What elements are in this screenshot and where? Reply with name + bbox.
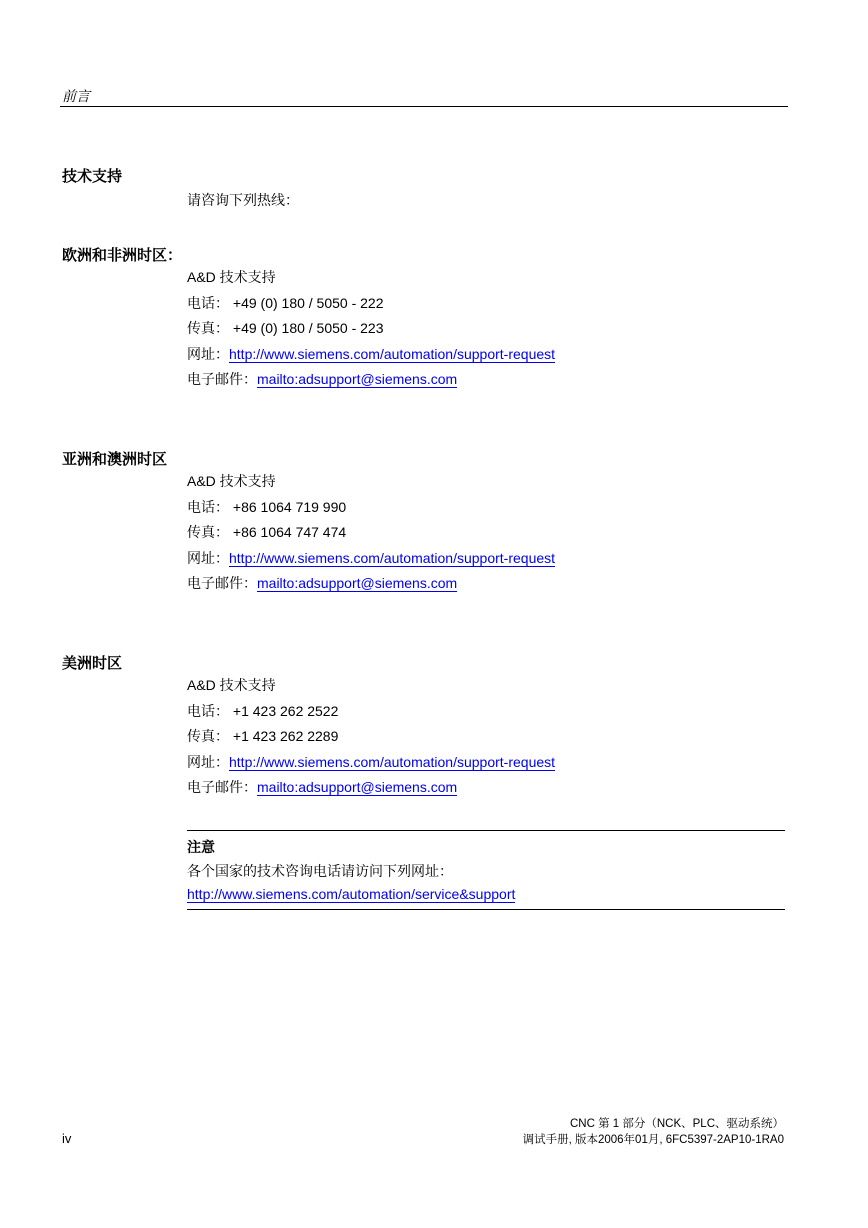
- phone-line: [187, 497, 555, 523]
- header-rule: [60, 106, 788, 107]
- footer-line-1: CNC 第 1 部分（NCK、PLC、驱动系统）: [569, 1118, 784, 1130]
- fax-value: +86 1064 747 474: [232, 524, 347, 540]
- web-link[interactable]: http://www.siemens.com/automation/support-request: [229, 549, 556, 566]
- email-label: 电子邮件：: [187, 575, 257, 591]
- phone-value: +1 423 262 2522: [232, 702, 339, 719]
- fax-value: +1 423 262 2289: [232, 728, 339, 744]
- fax-label: 传真：: [187, 320, 229, 336]
- region-heading-europe-africa: 欧洲和非洲时区：: [62, 247, 183, 264]
- note-link-line: [187, 886, 515, 902]
- web-link[interactable]: http://www.siemens.com/automation/support-request: [229, 753, 556, 770]
- fax-line: [187, 726, 555, 752]
- region-block-americas: [187, 675, 555, 803]
- phone-line: [187, 701, 555, 727]
- phone-value: +86 1064 719 990: [232, 498, 347, 515]
- fax-value: +49 (0) 180 / 5050 - 223: [232, 320, 384, 336]
- header-title: 前言: [62, 88, 90, 104]
- footer-info: [523, 1116, 784, 1148]
- org-name: A&D 技术支持: [187, 269, 276, 285]
- email-link[interactable]: mailto:adsupport@siemens.com: [257, 575, 458, 591]
- phone-value: +49 (0) 180 / 5050 - 222: [232, 294, 384, 311]
- phone-label: 电话：: [187, 498, 229, 515]
- phone-line: [187, 293, 555, 319]
- web-label: 网址：: [187, 549, 229, 566]
- fax-line: [187, 522, 555, 548]
- note-text: 各个国家的技术咨询电话请访问下列网址：: [187, 863, 453, 879]
- note-title: 注意: [187, 839, 215, 855]
- web-label: 网址：: [187, 345, 229, 362]
- region-heading-americas: 美洲时区: [62, 655, 123, 672]
- fax-label: 传真：: [187, 524, 229, 540]
- region-block-europe-africa: [187, 267, 555, 395]
- email-link[interactable]: mailto:adsupport@siemens.com: [257, 371, 458, 387]
- phone-label: 电话：: [187, 294, 229, 311]
- support-intro: 请咨询下列热线：: [187, 192, 299, 208]
- service-support-link[interactable]: http://www.siemens.com/automation/service&support: [187, 886, 516, 902]
- email-label: 电子邮件：: [187, 779, 257, 795]
- email-label: 电子邮件：: [187, 371, 257, 387]
- page-number: iv: [62, 1131, 72, 1146]
- footer-line-2: 调试手册, 版本2006年01月, 6FC5397-2AP10-1RA0: [522, 1134, 784, 1146]
- support-heading: 技术支持: [62, 168, 123, 185]
- email-link[interactable]: mailto:adsupport@siemens.com: [257, 779, 458, 795]
- email-line: [187, 369, 555, 395]
- phone-label: 电话：: [187, 702, 229, 719]
- web-label: 网址：: [187, 753, 229, 770]
- email-line: [187, 777, 555, 803]
- note-box: [187, 830, 785, 910]
- web-line: [187, 548, 555, 574]
- org-name: A&D 技术支持: [187, 677, 276, 693]
- web-line: [187, 752, 555, 778]
- web-line: [187, 344, 555, 370]
- region-block-asia-australia: [187, 471, 555, 599]
- fax-label: 传真：: [187, 728, 229, 744]
- fax-line: [187, 318, 555, 344]
- org-name: A&D 技术支持: [187, 473, 276, 489]
- email-line: [187, 573, 555, 599]
- region-heading-asia-australia: 亚洲和澳洲时区: [62, 451, 168, 468]
- web-link[interactable]: http://www.siemens.com/automation/support-request: [229, 345, 556, 362]
